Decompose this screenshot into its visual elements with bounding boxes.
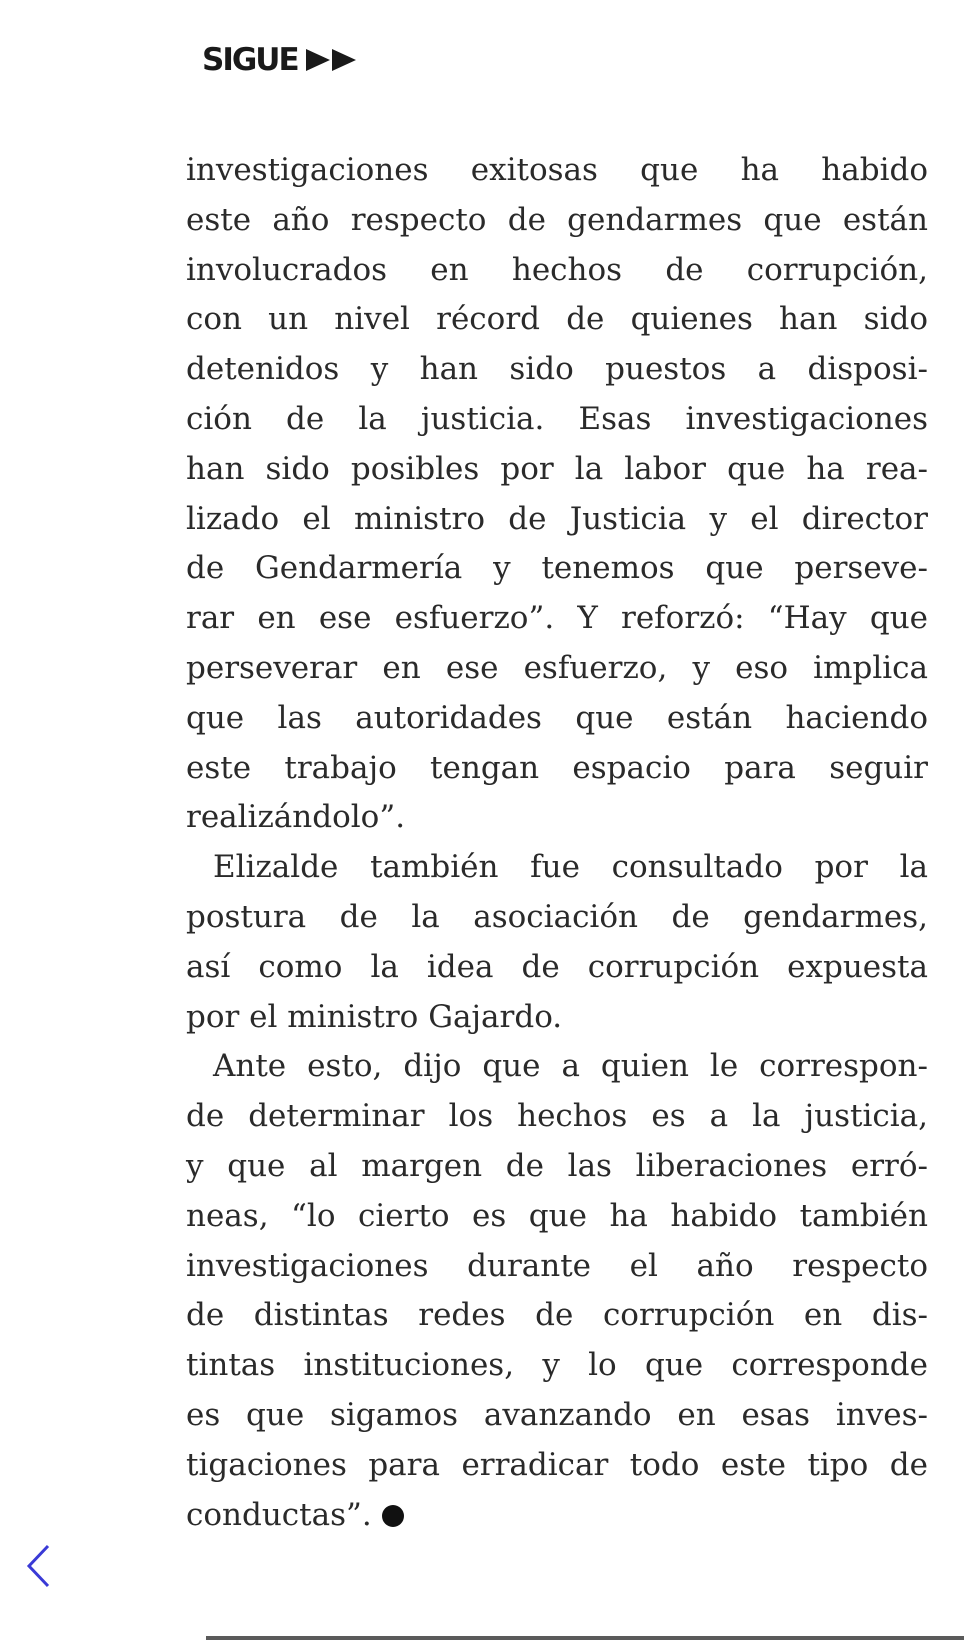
- article-line: este trabajo tengan espacio para seguir: [186, 749, 928, 786]
- article-line: de Gendarmería y tenemos que perseve-: [186, 550, 928, 587]
- article-line: realizándolo”.: [186, 799, 406, 836]
- article-line: ción de la justicia. Esas investigaciones: [186, 400, 928, 437]
- article-line: de determinar los hechos es a la justicia,: [186, 1098, 928, 1135]
- article-line: así como la idea de corrupción expuesta: [186, 948, 928, 985]
- article-line: Elizalde también fue consultado por la: [213, 849, 928, 886]
- article-line: postura de la asociación de gendarmes,: [186, 898, 928, 935]
- article-line: neas, “lo cierto es que ha habido también: [186, 1197, 928, 1234]
- article-line: por el ministro Gajardo.: [186, 998, 563, 1035]
- end-of-article-icon: [382, 1505, 404, 1527]
- article-line: este año respecto de gendarmes que están: [186, 201, 928, 238]
- article-line: con un nivel récord de quienes han sido: [186, 301, 928, 338]
- article-line: tintas instituciones, y lo que corresponde: [186, 1347, 928, 1384]
- article-line: Ante esto, dijo que a quien le correspon-: [213, 1048, 928, 1085]
- article-line: conductas”.: [186, 1491, 928, 1541]
- article-line: investigaciones durante el año respecto: [186, 1247, 928, 1284]
- article-line: perseverar en ese esfuerzo, y eso implica: [186, 649, 928, 686]
- article-line: han sido posibles por la labor que ha rea-: [186, 450, 928, 487]
- article-line: tigaciones para erradicar todo este tipo de: [186, 1446, 928, 1483]
- chevron-left-icon: [24, 1542, 52, 1590]
- back-button[interactable]: [18, 1538, 58, 1594]
- article-line: lizado el ministro de Justicia y el director: [186, 500, 928, 537]
- article-line: detenidos y han sido puestos a disposi-: [186, 351, 928, 388]
- article-body: [186, 146, 928, 1540]
- article-line: rar en ese esfuerzo”. Y reforzó: “Hay que: [186, 600, 928, 637]
- article-line: que las autoridades que están haciendo: [186, 699, 928, 736]
- article-line: investigaciones exitosas que ha habido: [186, 152, 928, 188]
- double-arrow-icon: [304, 47, 360, 73]
- continue-marker: [202, 40, 360, 80]
- article-line: y que al margen de las liberaciones erró-: [186, 1147, 928, 1184]
- article-line: de distintas redes de corrupción en dis-: [186, 1297, 928, 1334]
- bottom-divider: [206, 1636, 964, 1640]
- article-line: es que sigamos avanzando en esas inves-: [186, 1396, 928, 1433]
- continue-label: SIGUE: [202, 42, 298, 78]
- article-line: involucrados en hechos de corrupción,: [186, 251, 928, 288]
